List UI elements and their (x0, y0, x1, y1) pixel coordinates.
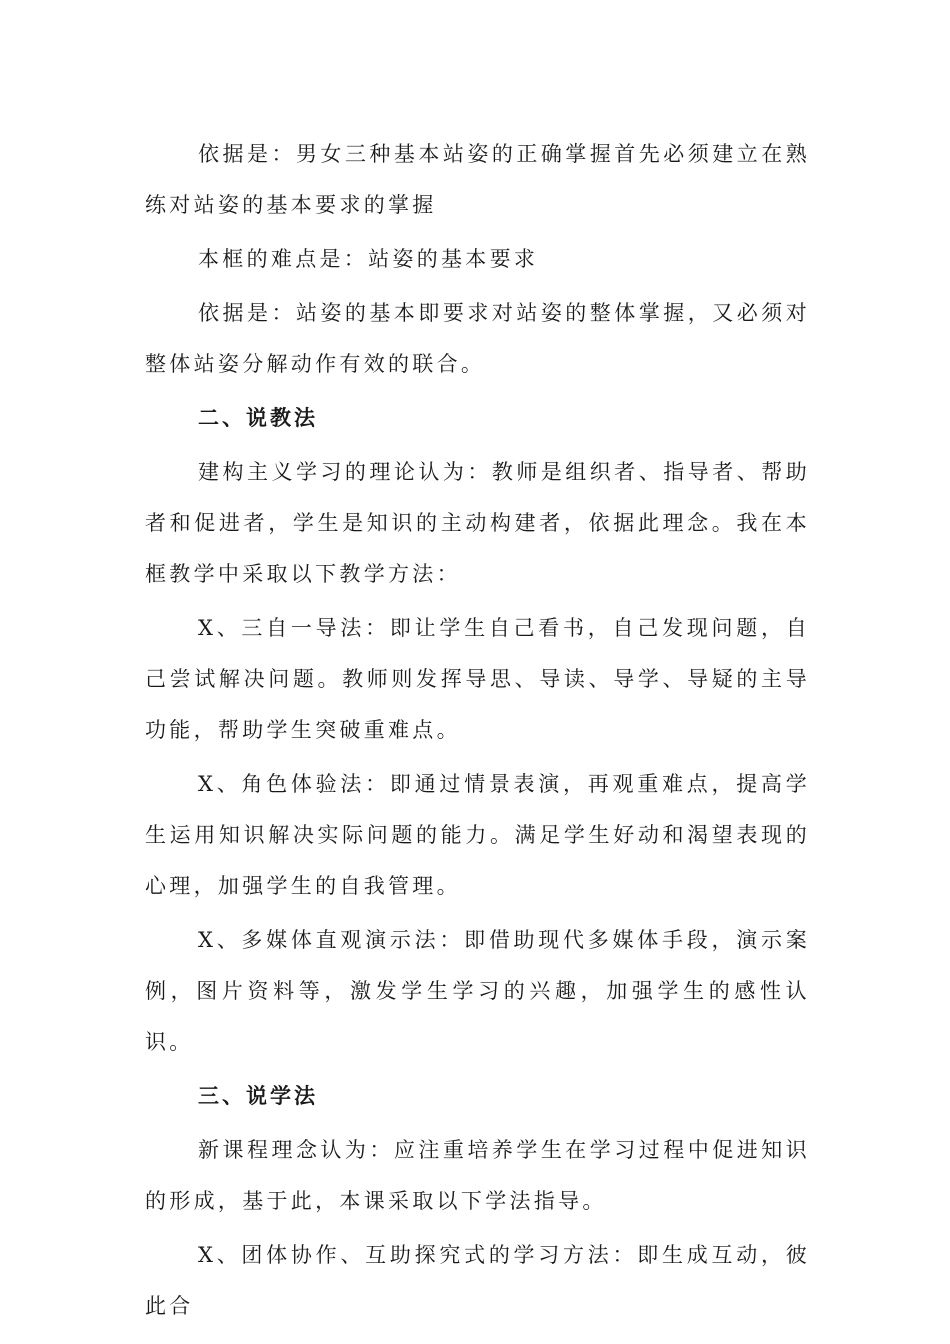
paragraph-basis-1: 依据是：男女三种基本站姿的正确掌握首先必须建立在熟练对站姿的基本要求的掌握 (145, 142, 810, 217)
paragraph-method-role-play: X、角色体验法：即通过情景表演，再观重难点，提高学生运用知识解决实际问题的能力。满足学生好动和渴望表现的心理，加强学生的自我管理。 (145, 772, 810, 898)
paragraph-method-multimedia: X、多媒体直观演示法：即借助现代多媒体手段，演示案例，图片资料等，激发学生学习的兴趣，加强学生的感性认识。 (145, 928, 810, 1054)
section-heading-teaching-method: 二、说教法 (198, 406, 318, 430)
paragraph-new-curriculum: 新课程理念认为：应注重培养学生在学习过程中促进知识的形成，基于此，本课采取以下学法指导。 (145, 1138, 810, 1213)
paragraph-difficulty: 本框的难点是：站姿的基本要求 (198, 247, 539, 271)
paragraph-basis-2: 依据是：站姿的基本即要求对站姿的整体掌握，又必须对整体站姿分解动作有效的联合。 (145, 301, 810, 376)
document-body (145, 129, 810, 1332)
paragraph-teamwork-method: X、团体协作、互助探究式的学习方法：即生成互动，彼此合 (145, 1243, 810, 1318)
paragraph-method-self-guided: X、三自一导法：即让学生自己看书，自己发现问题，自己尝试解决问题。教师则发挥导思、导读、导学、导疑的主导功能，帮助学生突破重难点。 (145, 616, 810, 742)
paragraph-constructivism: 建构主义学习的理论认为：教师是组织者、指导者、帮助者和促进者，学生是知识的主动构建者，依据此理念。我在本框教学中采取以下教学方法： (145, 460, 810, 586)
section-heading-learning-method: 三、说学法 (198, 1084, 318, 1108)
